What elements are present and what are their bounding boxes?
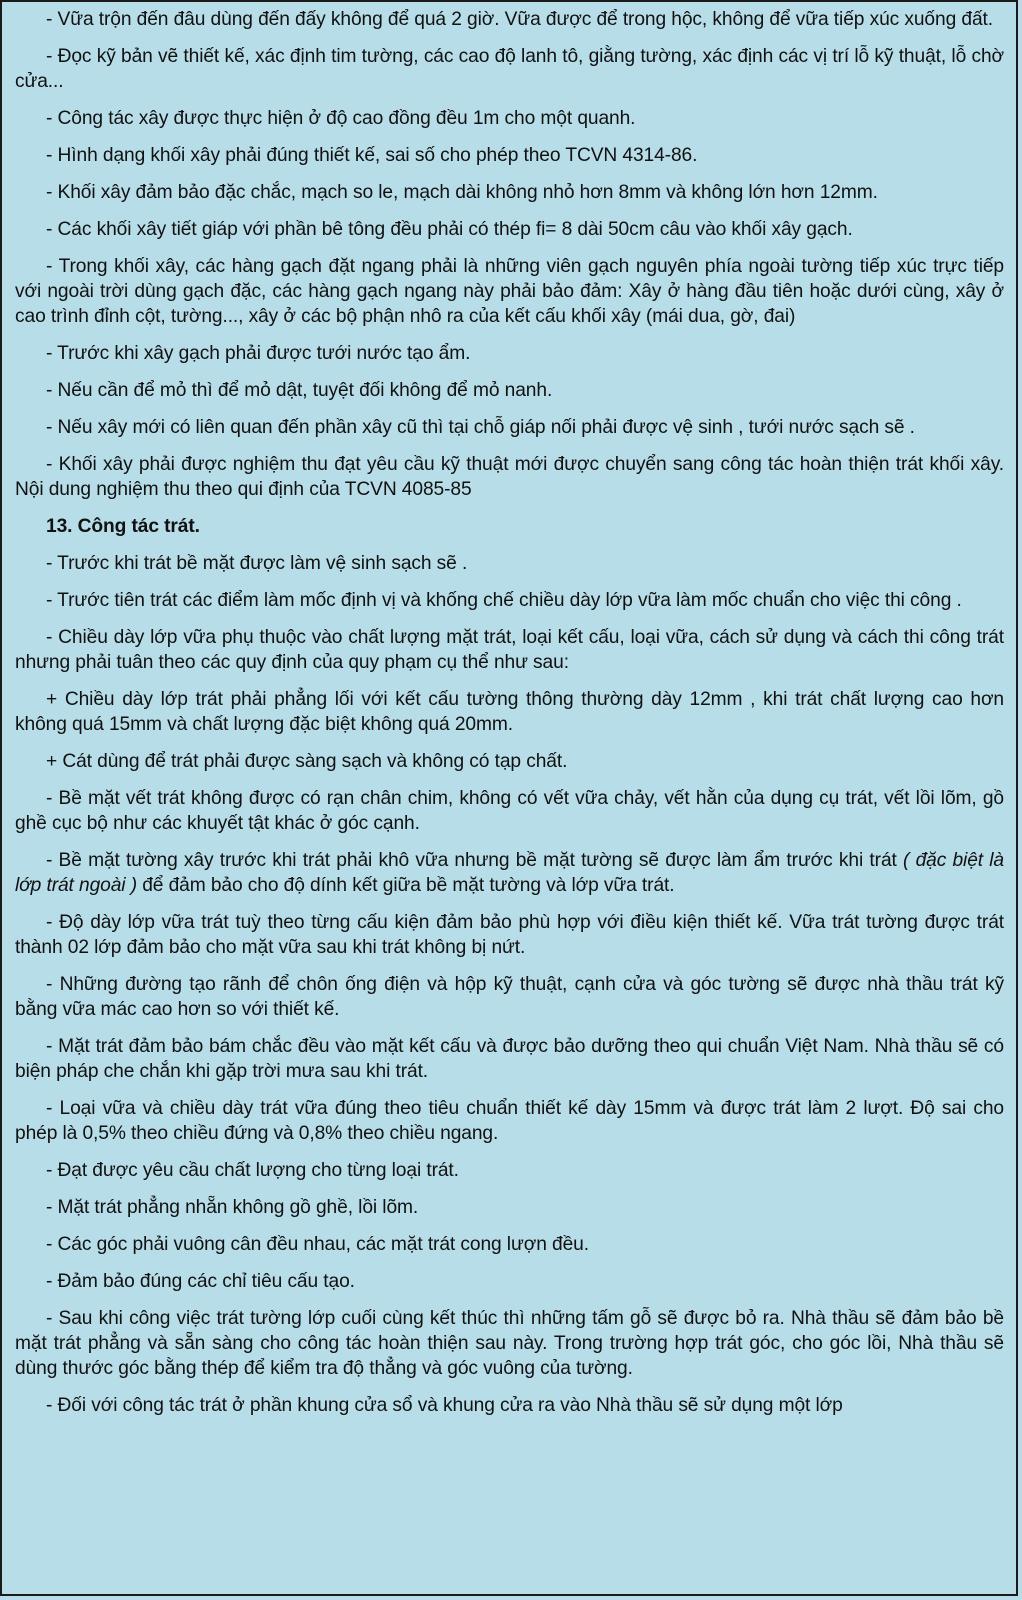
paragraph: - Đọc kỹ bản vẽ thiết kế, xác định tim tường, các cao độ lanh tô, giằng tường, xác định các vị trí lỗ kỹ thuật, lỗ chờ cửa...: [15, 46, 1004, 92]
paragraph: - Đảm bảo đúng các chỉ tiêu cấu tạo.: [46, 1271, 355, 1292]
paragraph: - Trước tiên trát các điểm làm mốc định vị và khống chế chiều dày lớp vữa làm mốc chuẩn cho việc thi công .: [46, 590, 962, 611]
paragraph: - Mặt trát phẳng nhẵn không gồ ghề, lồi lõm.: [46, 1197, 419, 1218]
paragraph: - Đạt được yêu cầu chất lượng cho từng loại trát.: [46, 1160, 459, 1181]
italic-note: ( đặc biệt là lớp trát ngoài ): [15, 850, 1005, 896]
paragraph: - Các góc phải vuông cân đều nhau, các mặt trát cong lượn đều.: [46, 1234, 589, 1255]
paragraph: - Trong khối xây, các hàng gạch đặt ngang phải là những viên gạch nguyên phía ngoài tường tiếp xúc trực tiếp với ngoài trời dùng gạch đặc, các hàng gạch ngang này phải bảo đảm: Xây ở hàng đầu tiên hoặc dưới cùng, xây ở cao trình đỉnh cột, tường..., xây ở các bộ phận nhô ra của kết cấu khối xây (mái dua, gờ, đai): [15, 256, 1004, 327]
paragraph: - Đối với công tác trát ở phần khung cửa sổ và khung cửa ra vào Nhà thầu sẽ sử dụng một lớp: [46, 1395, 843, 1416]
paragraph-text: để đảm bảo cho độ dính kết giữa bề mặt tường và lớp vữa trát.: [137, 875, 675, 896]
paragraph: - Hình dạng khối xây phải đúng thiết kế, sai số cho phép theo TCVN 4314-86.: [46, 145, 698, 166]
paragraph: - Sau khi công việc trát tường lớp cuối cùng kết thúc thì những tấm gỗ sẽ được bỏ ra. Nhà thầu sẽ đảm bảo bề mặt trát phẳng và sẵn sàng cho công tác hoàn thiện sau này. Trong trường hợp trát góc, cho góc lồi, Nhà thầu sẽ dùng thước góc bằng thép để kiểm tra độ thẳng và góc vuông của tường.: [15, 1308, 1004, 1379]
paragraph: - Mặt trát đảm bảo bám chắc đều vào mặt kết cấu và được bảo dưỡng theo qui chuẩn Việt Nam. Nhà thầu sẽ có biện pháp che chắn khi gặp trời mưa sau khi trát.: [15, 1036, 1004, 1082]
paragraph: - Bề mặt vết trát không được có rạn chân chim, không có vết vữa chảy, vết hằn của dụng cụ trát, vết lồi lõm, gồ ghề cục bộ như các khuyết tật khác ở góc cạnh.: [15, 788, 1004, 834]
paragraph: - Nếu cần để mỏ thì để mỏ dật, tuyệt đối không để mỏ nanh.: [46, 380, 553, 401]
paragraph: [15, 848, 1004, 898]
paragraph: - Loại vữa và chiều dày trát vữa đúng theo tiêu chuẩn thiết kế dày 15mm và được trát làm 2 lượt. Độ sai cho phép là 0,5% theo chiều đứng và 0,8% theo chiều ngang.: [15, 1098, 1004, 1144]
paragraph: - Nếu xây mới có liên quan đến phần xây cũ thì tại chỗ giáp nối phải được vệ sinh , tưới nước sạch sẽ .: [46, 417, 915, 438]
paragraph: - Độ dày lớp vữa trát tuỳ theo từng cấu kiện đảm bảo phù hợp với điều kiện thiết kế. Vữa trát tường được trát thành 02 lớp đảm bảo cho mặt vữa sau khi trát không bị nứt.: [15, 912, 1004, 958]
paragraph: - Khối xây đảm bảo đặc chắc, mạch so le, mạch dài không nhỏ hơn 8mm và không lớn hơn 12mm.: [46, 182, 878, 203]
paragraph: - Công tác xây được thực hiện ở độ cao đồng đều 1m cho một quanh.: [46, 108, 636, 129]
paragraph: - Khối xây phải được nghiệm thu đạt yêu cầu kỹ thuật mới được chuyển sang công tác hoàn thiện trát khối xây. Nội dung nghiệm thu theo qui định của TCVN 4085-85: [15, 454, 1004, 500]
paragraph: - Trước khi trát bề mặt được làm vệ sinh sạch sẽ .: [46, 553, 468, 574]
paragraph: - Trước khi xây gạch phải được tưới nước tạo ẩm.: [46, 343, 471, 364]
paragraph: - Các khối xây tiết giáp với phần bê tông đều phải có thép fi= 8 dài 50cm câu vào khối xây gạch.: [46, 219, 853, 240]
paragraph: - Những đường tạo rãnh để chôn ống điện và hộp kỹ thuật, cạnh cửa và góc tường sẽ được nhà thầu trát kỹ bằng vữa mác cao hơn so với thiết kế.: [15, 974, 1004, 1020]
section-heading: 13. Công tác trát.: [46, 516, 200, 537]
paragraph-text: - Bề mặt tường xây trước khi trát phải khô vữa nhưng bề mặt tường sẽ được làm ẩm trước khi trát: [46, 850, 904, 871]
paragraph: - Vữa trộn đến đâu dùng đến đấy không để quá 2 giờ. Vữa được để trong hộc, không để vữa tiếp xúc xuống đất.: [46, 9, 993, 30]
document-body: [2, 2, 1016, 1418]
paragraph: + Chiều dày lớp trát phải phẳng lối với kết cấu tường thông thường dày 12mm , khi trát chất lượng cao hơn không quá 15mm và chất lượng đặc biệt không quá 20mm.: [15, 689, 1004, 735]
paragraph: + Cát dùng để trát phải được sàng sạch và không có tạp chất.: [46, 751, 568, 772]
paragraph: - Chiều dày lớp vữa phụ thuộc vào chất lượng mặt trát, loại kết cấu, loại vữa, cách sử dụng và cách thi công trát nhưng phải tuân theo các quy định của quy phạm cụ thể như sau:: [15, 627, 1004, 673]
